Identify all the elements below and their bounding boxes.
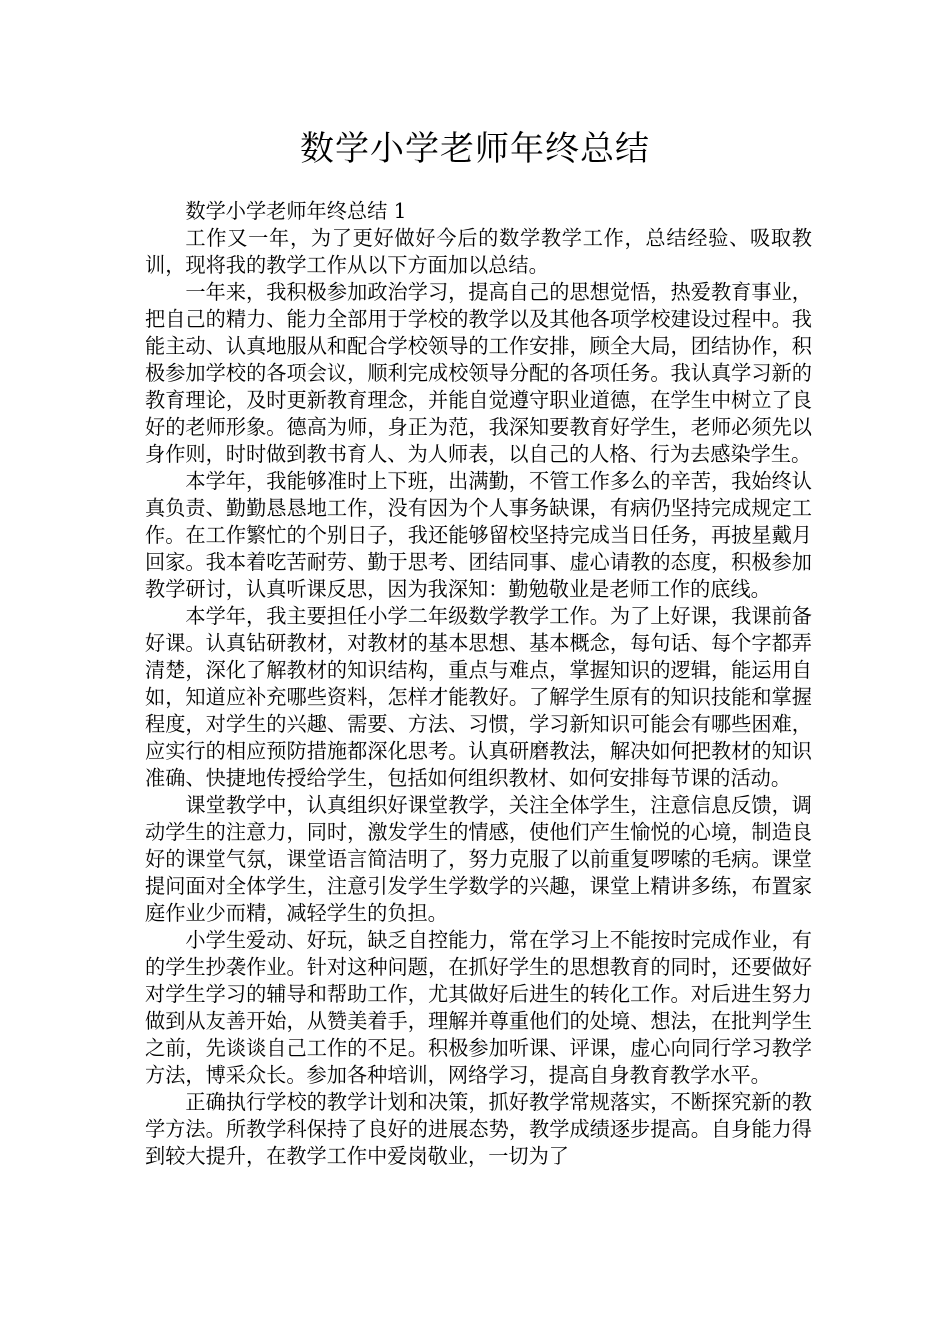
paragraph-teaching-plan: 正确执行学校的教学计划和决策，抓好教学常规落实，不断探究新的教学方法。所教学科保持了良好的进展态势，教学成绩逐步提高。自身能力得到较大提升，在教学工作中爱岗敬业，一切为了 xyxy=(145,1090,812,1168)
section-subheading: 数学小学老师年终总结 1 xyxy=(185,199,407,223)
document-title: 数学小学老师年终总结 xyxy=(300,129,650,169)
paragraph-attendance: 本学年，我能够准时上下班，出满勤，不管工作多么的辛苦，我始终认真负责、勤勤恳恳地工作，没有因为个人事务缺课，有病仍坚持完成规定工作。在工作繁忙的个别日子，我还能够留校坚持完成当日任务，再披星戴月回家。我本着吃苦耐劳、勤于思考、团结同事、虚心请教的态度，积极参加教学研讨，认真听课反思，因为我深知：勤勉敬业是老师工作的底线。 xyxy=(145,469,812,601)
paragraph-political-study: 一年来，我积极参加政治学习，提高自己的思想觉悟，热爱教育事业，把自己的精力、能力全部用于学校的教学以及其他各项学校建设过程中。我能主动、认真地服从和配合学校领导的工作安排，顾全大局，团结协作，积极参加学校的各项会议，顺利完成校领导分配的各项任务。我认真学习新的教育理论，及时更新教育理念，并能自觉遵守职业道德，在学生中树立了良好的老师形象。德高为师，身正为范，我深知要教育好学生，老师必须先以身作则，时时做到教书育人、为人师表，以自己的人格、行为去感染学生。 xyxy=(145,280,812,466)
document-body xyxy=(145,198,812,1170)
paragraph-lesson-prep: 本学年，我主要担任小学二年级数学教学工作。为了上好课，我课前备好课。认真钻研教材，对教材的基本思想、基本概念，每句话、每个字都弄清楚，深化了解教材的知识结构，重点与难点，掌握知识的逻辑，能运用自如，知道应补充哪些资料，怎样才能教好。了解学生原有的知识技能和掌握程度，对学生的兴趣、需要、方法、习惯，学习新知识可能会有哪些困难，应实行的相应预防措施都深化思考。认真研磨教法，解决如何把教材的知识准确、快捷地传授给学生，包括如何组织教材、如何安排每节课的活动。 xyxy=(145,604,812,790)
paragraph-classroom-teaching: 课堂教学中，认真组织好课堂教学，关注全体学生，注意信息反馈，调动学生的注意力，同时，激发学生的情感，使他们产生愉悦的心境，制造良好的课堂气氛，课堂语言简洁明了，努力克服了以前重复啰嗦的毛病。课堂提问面对全体学生，注意引发学生学数学的兴趣，课堂上精讲多练，布置家庭作业少而精，减轻学生的负担。 xyxy=(145,793,812,925)
paragraph-student-guidance: 小学生爱动、好玩，缺乏自控能力，常在学习上不能按时完成作业，有的学生抄袭作业。针对这种问题，在抓好学生的思想教育的同时，还要做好对学生学习的辅导和帮助工作，尤其做好后进生的转化工作。对后进生努力做到从友善开始，从赞美着手，理解并尊重他们的处境、想法，在批判学生之前，先谈谈自己工作的不足。积极参加听课、评课，虚心向同行学习教学方法，博采众长。参加各种培训，网络学习，提高自身教育教学水平。 xyxy=(145,928,812,1087)
paragraph-intro: 工作又一年，为了更好做好今后的数学教学工作，总结经验、吸取教训，现将我的教学工作从以下方面加以总结。 xyxy=(145,226,812,277)
